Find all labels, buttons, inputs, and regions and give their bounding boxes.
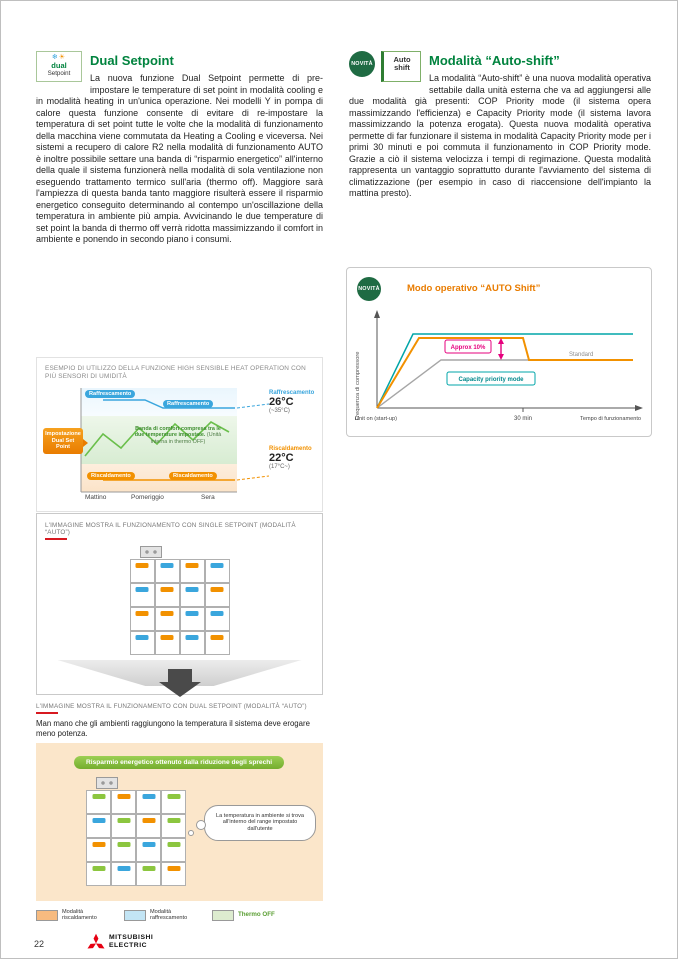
- outdoor-unit-icon: [140, 546, 162, 558]
- x-tick-pomeriggio: Pomeriggio: [131, 494, 164, 501]
- heating-connector: [237, 476, 269, 480]
- heating-range: (17°C~): [269, 464, 290, 470]
- indoor-unit-icon: [211, 587, 224, 592]
- room: [130, 559, 155, 583]
- icon-box-label: dual: [51, 61, 67, 70]
- cooling-swatch: [124, 910, 146, 921]
- legend-label: Modalità riscaldamento: [62, 908, 97, 922]
- room: [180, 583, 205, 607]
- y-axis-label: Frequenza di compressore: [355, 351, 361, 421]
- caption-accent: [45, 538, 67, 540]
- brand-name: MITSUBISHI ELECTRIC: [109, 934, 154, 949]
- indoor-unit-icon: [142, 866, 155, 871]
- snowflake-icon: ❄: [51, 54, 59, 61]
- approx-label: Approx 10%: [450, 345, 486, 351]
- building-grid-dual: [86, 790, 186, 886]
- room: [161, 790, 186, 814]
- auto-shift-plot: [349, 306, 649, 434]
- indoor-unit-icon: [142, 794, 155, 799]
- room: [111, 862, 136, 886]
- room: [111, 790, 136, 814]
- cooling-connector: [237, 404, 269, 408]
- room: [86, 790, 111, 814]
- energy-saving-banner: Risparmio energetico ottenuto dalla riduzione degli sprechi: [74, 756, 284, 769]
- single-setpoint-box: [36, 513, 323, 695]
- comfort-band-note: [131, 426, 225, 445]
- indoor-unit-icon: [167, 794, 180, 799]
- heating-temp: 22°C: [269, 452, 294, 464]
- indoor-unit-icon: [211, 635, 224, 640]
- indoor-unit-icon: [186, 635, 199, 640]
- speech-bubble: La temperatura in ambiente si trova all'interno del range impostato dall'utente: [204, 805, 316, 841]
- room: [130, 583, 155, 607]
- indoor-unit-icon: [167, 866, 180, 871]
- cooling-label: Raffrescamento: [269, 390, 315, 396]
- indoor-unit-icon: [167, 818, 180, 823]
- dual-setpoint-section: [36, 51, 323, 246]
- room: [86, 862, 111, 886]
- room: [155, 631, 180, 655]
- novita-badge: NOVITÀ: [349, 51, 375, 77]
- heating-pill-left: Riscaldamento: [87, 472, 135, 480]
- note-line2: (Unità interna in thermo OFF): [150, 432, 222, 445]
- indoor-unit-icon: [142, 818, 155, 823]
- heating-swatch: [36, 910, 58, 921]
- page-title: Dual Setpoint: [90, 53, 174, 68]
- indoor-unit-icon: [186, 611, 199, 616]
- room: [130, 607, 155, 631]
- room: [161, 814, 186, 838]
- indoor-unit-icon: [136, 635, 149, 640]
- novita-badge: NOVITÀ: [357, 277, 381, 301]
- room: [130, 631, 155, 655]
- indoor-unit-icon: [142, 842, 155, 847]
- x-tick-sera: Sera: [201, 494, 215, 501]
- cooling-pill-left: Raffrescamento: [85, 390, 135, 398]
- y-axis-arrow-icon: [374, 310, 380, 318]
- x-tick-mattino: Mattino: [85, 494, 107, 501]
- section-title: Modalità “Auto-shift”: [429, 53, 560, 68]
- indoor-unit-icon: [211, 611, 224, 616]
- indoor-unit-icon: [92, 866, 105, 871]
- indoor-unit-icon: [167, 842, 180, 847]
- dual-setpoint-icon: [36, 51, 82, 82]
- energy-saving-panel: [36, 743, 323, 901]
- room: [86, 814, 111, 838]
- indoor-unit-icon: [117, 842, 130, 847]
- building-grid-single: [130, 559, 230, 655]
- auto-shift-icon: [381, 51, 421, 82]
- x-tick-30min-label: 30 min: [513, 416, 533, 422]
- indoor-unit-icon: [161, 635, 174, 640]
- legend-item-thermo-off: [212, 910, 275, 921]
- room: [155, 607, 180, 631]
- dual-setpoint-chart: [36, 357, 323, 512]
- setpoint-callout: Impostazione Dual Set Point: [43, 428, 83, 454]
- x-axis-label: Tempo di funzionamento: [580, 416, 641, 422]
- indoor-unit-icon: [161, 563, 174, 568]
- indoor-unit-icon: [161, 587, 174, 592]
- legend-label: Thermo OFF: [238, 910, 275, 918]
- heating-label: Riscaldamento: [269, 446, 312, 452]
- cooling-temp: 26°C: [269, 396, 294, 408]
- sun-icon: ☀: [58, 54, 67, 61]
- auto-shift-body: La modalità “Auto-shift” è una nuova modalità operativa settabile dalla unità esterna che va ad aggiungersi alle due modalità già presenti: COP Priority mode (il sistema opera massimizzando l'efficienza) e Capacity Priority mode (il sistema lavora massimizzando la potenza erogata). Questa nuova modalità operativa permette di far funzionare il sistema in modalità Capacity Priority mode per i primi 30 minuti e poi commuta il funzionamento in COP Priority mode. Grazie a ciò il sistema velocizza i tempi di regimazione. Questa modalità rappresenta un vantaggio soprattutto durante l'avviamento del sistema di climatizzazione (per esempio in caso di riaccensione dell'impianto la mattina presto).: [349, 73, 651, 198]
- chart-caption: ESEMPIO DI UTILIZZO DELLA FUNZIONE HIGH SENSIBLE HEAT OPERATION CON PIÙ SENSORI DI UMIDITÀ: [45, 365, 306, 380]
- right-axis-labels: [269, 388, 331, 470]
- icon-box-sublabel: Setpoint: [47, 70, 71, 77]
- mode-legend: [36, 909, 323, 922]
- chart-title: Modo operativo “AUTO Shift”: [407, 283, 541, 294]
- room: [136, 814, 161, 838]
- room: [205, 559, 230, 583]
- room: [86, 838, 111, 862]
- room: [205, 607, 230, 631]
- indoor-unit-icon: [117, 866, 130, 871]
- outdoor-unit-icon: [96, 777, 118, 789]
- room: [136, 790, 161, 814]
- room: [180, 631, 205, 655]
- room: [155, 583, 180, 607]
- indoor-unit-icon: [117, 794, 130, 799]
- cooling-range: (~35°C): [269, 408, 290, 414]
- page-number: 22: [34, 939, 45, 949]
- room: [205, 631, 230, 655]
- room: [180, 559, 205, 583]
- dual-setpoint-note: Man mano che gli ambienti raggiungono la temperatura il sistema deve erogare meno potenza.: [36, 719, 310, 738]
- indoor-unit-icon: [92, 818, 105, 823]
- auto-shift-section: [349, 51, 651, 200]
- legend-item-heating: [36, 909, 108, 922]
- indoor-unit-icon: [186, 563, 199, 568]
- capacity-label: Capacity priority mode: [458, 377, 524, 383]
- legend-item-cooling: [124, 909, 196, 922]
- building-dual: [86, 777, 186, 886]
- mitsubishi-logo: [87, 933, 153, 950]
- indoor-unit-icon: [161, 611, 174, 616]
- dual-setpoint-illustration-section: [36, 703, 323, 922]
- chart-plot-area: [45, 388, 316, 506]
- indoor-unit-icon: [92, 842, 105, 847]
- room: [161, 838, 186, 862]
- indoor-unit-icon: [136, 611, 149, 616]
- heating-pill-right: Riscaldamento: [169, 472, 217, 480]
- transition-arrow-icon: [36, 669, 323, 697]
- icon-box-sublabel: shift: [394, 63, 410, 72]
- note-line1: Banda di comfort compresa tra le due temperature impostate.: [134, 426, 221, 439]
- caption-accent: [36, 712, 58, 714]
- icon-box-label: Auto: [393, 55, 411, 64]
- cooling-pill-right: Raffrescamento: [163, 400, 213, 408]
- room: [111, 814, 136, 838]
- standard-label: Standard: [569, 352, 594, 358]
- building-single: [130, 546, 230, 655]
- indoor-unit-icon: [117, 818, 130, 823]
- auto-shift-chart: [346, 267, 652, 437]
- room: [180, 607, 205, 631]
- room: [205, 583, 230, 607]
- single-setpoint-caption: L'IMMAGINE MOSTRA IL FUNZIONAMENTO CON SINGLE SETPOINT (MODALITÀ “AUTO”): [45, 522, 296, 536]
- room: [136, 862, 161, 886]
- indoor-unit-icon: [186, 587, 199, 592]
- x-origin-label: Unit on (start-up): [355, 416, 397, 422]
- room: [161, 862, 186, 886]
- indoor-unit-icon: [136, 563, 149, 568]
- mitsubishi-diamonds-icon: [87, 933, 105, 950]
- indoor-unit-icon: [92, 794, 105, 799]
- thermo-off-swatch: [212, 910, 234, 921]
- approx-arrow-down-icon: [498, 354, 504, 360]
- room: [136, 838, 161, 862]
- room: [111, 838, 136, 862]
- indoor-unit-icon: [211, 563, 224, 568]
- room: [155, 559, 180, 583]
- x-axis-arrow-icon: [635, 405, 643, 411]
- legend-label: Modalità raffrescamento: [150, 908, 188, 922]
- indoor-unit-icon: [136, 587, 149, 592]
- dual-setpoint-caption: L'IMMAGINE MOSTRA IL FUNZIONAMENTO CON DUAL SETPOINT (MODALITÀ “AUTO”): [36, 703, 307, 710]
- dual-setpoint-body: La nuova funzione Dual Setpoint permette di pre-impostare le temperature di set point in modalità cooling e in modalità heating in un'unica operazione. Nei modelli Y in pompa di calore questa funzione consente di evitare di re-impostare la temperatura di set point tutte le volte che la modalità di funzionamento della macchina viene commutata da Heating a Cooling e viceversa. Nei sistemi a recupero di calore R2 nella modalità di funzionamento AUTO è inoltre possibile settare una banda di “risparmio energetico” all'interno della quale il sistema funzionerà nella modalità di sola ventilazione non eseguendo trattamento termico sull'aria (thermo off). Maggiore sarà l'ampiezza di questa banda tanto maggiore risulterà essere il risparmio energetico conseguito determinando al contempo un'oscillazione della temperatura in ambiente più ampia. Avvicinando le due temperature di set point la banda di thermo off verrà ridotta massimizzando il comfort in ambiente e ponendo in secondo piano i consumi.: [36, 73, 323, 244]
